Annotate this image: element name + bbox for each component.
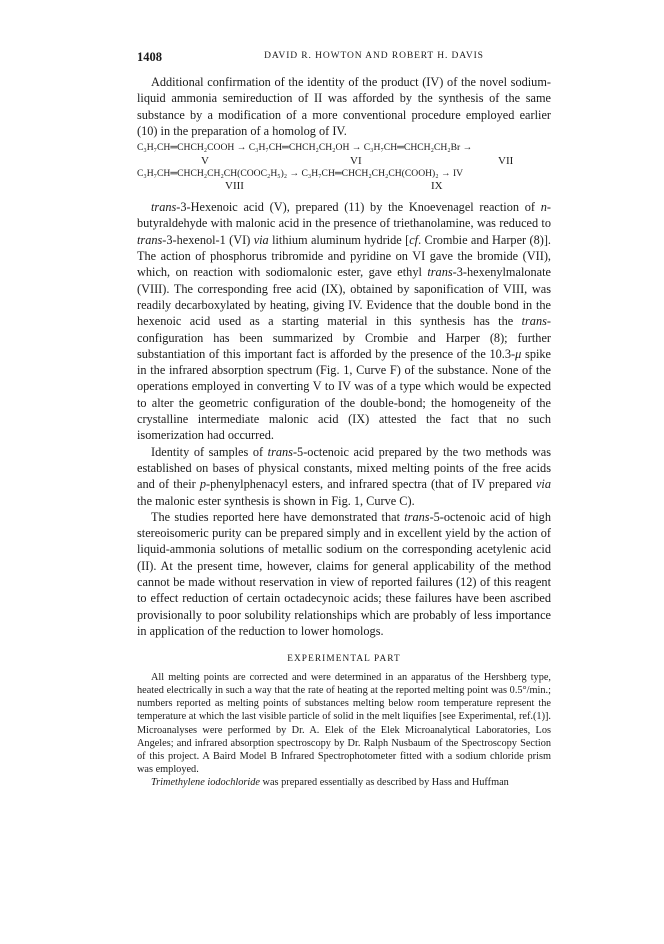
paragraph-2-span: spike in the infrared absorption spectrum (Fig. 1, Curve F) of the substance. None of the operations employed in converting V to IV was of a type which would be expected to alter the geometric configuration of the double-bond; the homogeneity of the crystalline intermediate malonic acid (IX) attested the fact that no such isomerization had occurred. (137, 346, 551, 443)
experimental-paragraph-1: All melting points are corrected and were determined in an apparatus of the Hershberg type, heated electrically in such a way that the rate of heating at the reported melting point was 0.5°/min.; numbers reported as melting points of substances melting below room temperature represent the temperature at which the last visible particle of solid in the melt liquifies [see Experimental, ref.(1)]. Microanalyses were performed by Dr. A. Elek of the Elek Microanalytical Laboratories, Los Angeles; and infrared absorption spectroscopy by Dr. Ralph Nusbaum of the Spectroscopy Section of this project. A Baird Model B Infrared Spectrophotometer fitted with a sodium chloride prism was employed. (137, 672, 551, 775)
paragraph-2-span: -3-Hexenoic acid (V), prepared (11) by the Knoevenagel reaction of (176, 200, 541, 215)
paragraph-2-span: n (540, 200, 547, 215)
paragraph-4-span: The studies reported here have demonstrated that (151, 509, 405, 524)
paragraph-3-span: -phenylphenacyl esters, and infrared spectra (that of IV prepared (206, 477, 536, 492)
paragraph-1: Additional confirmation of the identity of the product (IV) of the novel sodium-liquid ammonia semireduction of II was afforded by the synthesis of the same substance by a modification of a more conventional procedure employed earlier (10) in the preparation of a homolog of IV. (137, 75, 551, 138)
scheme-line-2: C₃H₇CH═CHCH₂CH₂CH(COOC₂H₅)₂ → C₃H₇CH═CHCH₂CH₂CH(COOH)₂ → IV (137, 167, 464, 179)
paragraph-2-span: trans (521, 314, 547, 329)
scheme-labels-2 (137, 180, 551, 193)
paragraph-2-span: lithium aluminum hydride [ (268, 232, 410, 247)
paragraph-2-span: trans (427, 265, 453, 280)
paragraph-3-span: -5-octenoic acid prepared by the two methods was established on bases of physical constants, mixed melting points of the free acids and of their (137, 444, 552, 492)
paragraph-2-span: μ (515, 346, 522, 361)
page-number: 1408 (137, 50, 162, 64)
paragraph-3-span: p (199, 477, 206, 492)
section-heading: EXPERIMENTAL PART (287, 654, 401, 665)
paragraph-2-span: via (253, 232, 269, 247)
paragraph-3-span: Identity of samples of (151, 444, 268, 459)
scheme-line-1: C₃H₇CH═CHCH₂COOH → C₃H₇CH═CHCH₂CH₂OH → C₃H₇CH═CHCH₂CH₂Br → (137, 142, 473, 154)
paragraph-2-span: -3-hexenylmalonate (VIII). The corresponding free acid (IX), obtained by saponification of VIII, was readily decarboxylated by heating, giving IV. Evidence that the double bond in the hexenoic acid used as a starting material in this synthesis has the (137, 265, 551, 329)
reaction-scheme (137, 142, 551, 193)
experimental-paragraph-2 (137, 776, 551, 789)
article-body (137, 74, 551, 789)
running-head: DAVID R. HOWTON AND ROBERT H. DAVIS (264, 51, 484, 61)
scheme-labels-1 (137, 155, 551, 168)
compound-label-v: V (201, 154, 209, 167)
compound-label-viii: VIII (225, 180, 244, 193)
paragraph-2 (137, 199, 551, 443)
paragraph-2-span: -configuration has been summarized by Crombie and Harper (8); further substantiation of this important fact is afforded by the presence of the 10.3- (137, 314, 551, 361)
paragraph-2-span: -3-hexenol-1 (VI) (162, 232, 254, 247)
paragraph-3-span: trans (267, 444, 293, 459)
compound-label-vii: VII (498, 154, 514, 167)
experimental-paragraph-2-span: Trimethylene iodochloride (151, 776, 260, 788)
paragraph-2-span: . Crombie and Harper (8)]. The action of phosphorus tribromide and pyridine on VI gave the bromide (VII), which, on reaction with sodiomalonic ester, gave ethyl (137, 232, 551, 280)
paragraph-2-span: trans (137, 232, 163, 247)
experimental-paragraph-2-span: was prepared essentially as described by Hass and Huffman (259, 776, 509, 788)
paragraph-4-span: -5-octenoic acid of high stereoisomeric purity can be prepared simply and in excellent yield by the action of liquid-ammonia solutions of metallic sodium on the corresponding acetylenic acid (II). At the present time, however, claims for general applicability of the method cannot be made without reservation in view of reported failures (12) of this reagent to effect reduction of certain octadecynoic acids; these failures have been ascribed provisionally to poor solubility relationships which are probably of less importance in application of the reduction to lower homologs. (137, 509, 551, 638)
compound-label-ix: IX (431, 180, 443, 193)
compound-label-vi: VI (350, 154, 362, 167)
paragraph-2-span: trans (151, 200, 177, 215)
paragraph-2-span: cf (409, 232, 419, 247)
paragraph-4 (137, 509, 551, 639)
paragraph-4-span: trans (404, 509, 430, 524)
paragraph-2-span: -butyraldehyde with malonic acid in the presence of triethanolamine, was reduced to (137, 200, 551, 231)
paragraph-3-span: the malonic ester synthesis is shown in Fig. 1, Curve C). (137, 493, 415, 508)
paragraph-3 (137, 444, 551, 509)
page-header (137, 50, 551, 66)
paragraph-3-span: via (535, 477, 551, 492)
